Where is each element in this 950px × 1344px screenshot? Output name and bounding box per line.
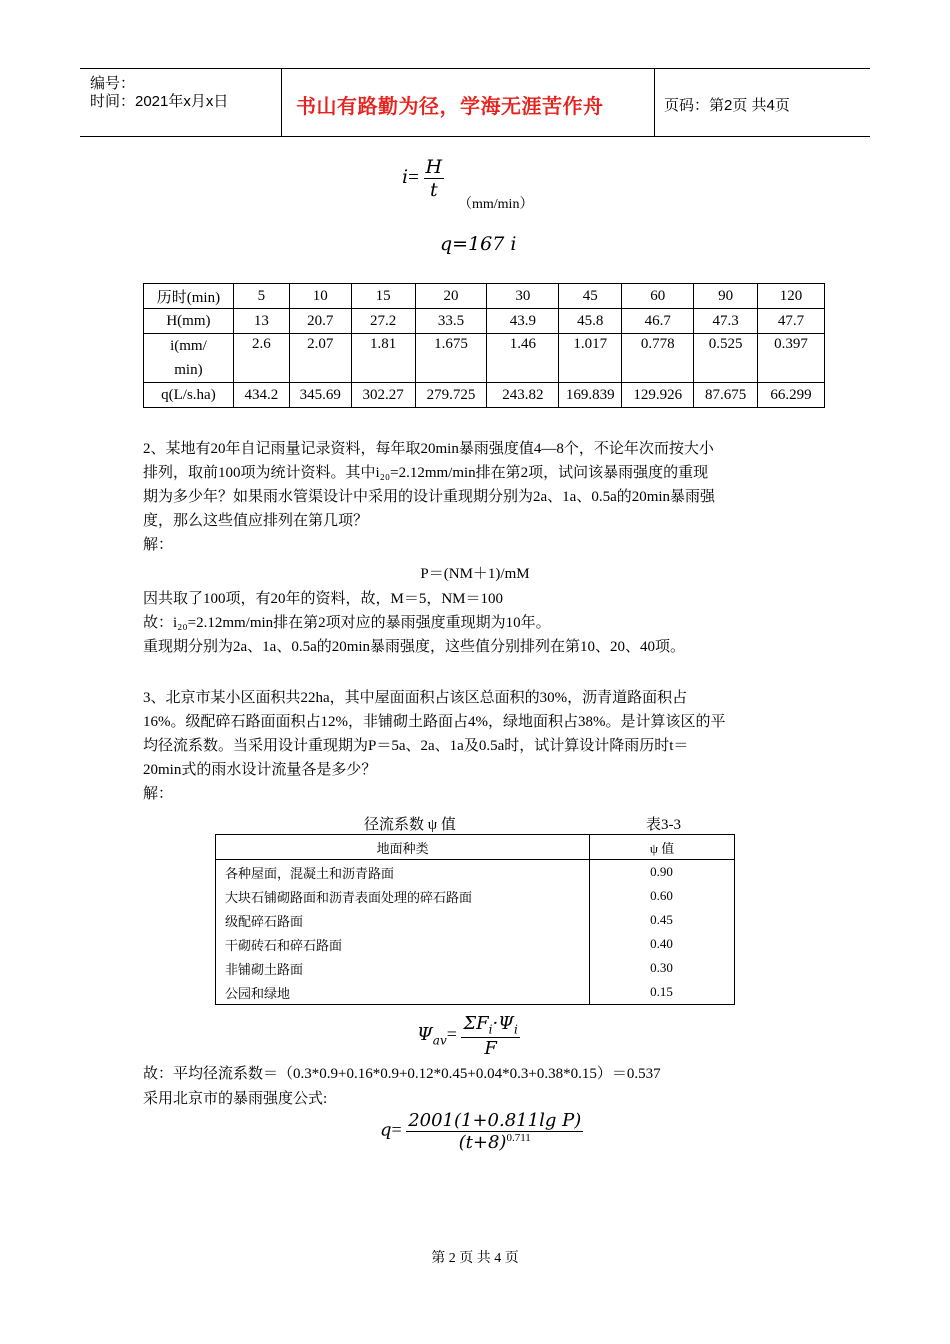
rainfall-row-label: i(mm/ min)	[144, 334, 234, 383]
beijing-num: 2001(1+0.811lg P)	[408, 1110, 582, 1131]
psi-num-sum: ΣF	[463, 1013, 489, 1034]
beijing-den-exp: 0.711	[506, 1132, 531, 1144]
coef-table-row	[216, 908, 735, 932]
formula-q: q=167 i	[440, 233, 517, 255]
rainfall-cell: 43.9	[487, 309, 559, 334]
coef-type: 非铺砌土路面	[216, 956, 590, 980]
rainfall-table	[143, 283, 825, 408]
rainfall-cell: 345.69	[289, 383, 351, 408]
formula-i-num: H	[425, 156, 443, 178]
rainfall-cell: 45.8	[559, 309, 622, 334]
rainfall-cell: 0.525	[694, 334, 758, 383]
q3-line-4: 20min式的雨水设计流量各是多少？	[143, 762, 377, 778]
rainfall-cell: 1.46	[487, 334, 559, 383]
header-divider-left	[281, 68, 282, 136]
rainfall-table-row	[144, 309, 825, 334]
psi-num	[461, 1013, 519, 1038]
q3-line-2: 16%。级配碎石路面面积占12%，非铺砌土路面占4%，绿地面积占38%。是计算该区的平	[143, 714, 726, 730]
q2-answer	[143, 587, 685, 659]
header-top-rule	[80, 68, 870, 69]
psi-num-psi: ·Ψ	[492, 1013, 514, 1034]
rainfall-cell: 20.7	[289, 309, 351, 334]
q3-solve-label: 解：	[143, 786, 174, 802]
rainfall-cell: 33.5	[415, 309, 487, 334]
coef-value: 0.40	[590, 932, 735, 956]
q3-line-1: 3、北京市某小区面积共22ha，其中屋面面积占该区总面积的30%，沥青道路面积占	[143, 690, 688, 706]
rainfall-cell: 47.3	[694, 309, 758, 334]
rainfall-cell: 5	[233, 284, 289, 309]
coef-type: 级配碎石路面	[216, 908, 590, 932]
rainfall-cell: 0.397	[758, 334, 825, 383]
header-code: 编号：	[90, 75, 136, 92]
beijing-lhs: q	[380, 1119, 392, 1141]
rainfall-cell: 1.81	[351, 334, 415, 383]
header-bottom-rule	[80, 136, 870, 137]
q2-line-3: 期为多少年？如果雨水管渠设计中采用的设计重现期分别为2a、1a、0.5a的20min暴雨强	[143, 489, 716, 505]
coef-type: 各种屋面，混凝土和沥青路面	[216, 860, 590, 885]
rainfall-cell: 120	[758, 284, 825, 309]
q2-line-4: 度，那么这些值应排列在第几项？	[143, 513, 369, 529]
rainfall-cell: 129.926	[622, 383, 694, 408]
coef-table-row	[216, 860, 735, 885]
coef-value: 0.45	[590, 908, 735, 932]
header-date: 时间：2021年x月x日	[90, 93, 229, 110]
rainfall-cell: 2.6	[233, 334, 289, 383]
psi-fraction	[461, 1013, 519, 1059]
rainfall-cell: 46.7	[622, 309, 694, 334]
coef-value: 0.60	[590, 884, 735, 908]
q2-answer-2: 故：i₂₀=2.12mm/min排在第2项对应的暴雨强度重现期为10年。	[143, 615, 551, 631]
rainfall-cell: 27.2	[351, 309, 415, 334]
coef-value: 0.15	[590, 980, 735, 1005]
formula-i-fraction	[424, 156, 445, 201]
rainfall-cell: 1.017	[559, 334, 622, 383]
coef-table-row	[216, 956, 735, 980]
rainfall-cell: 13	[233, 309, 289, 334]
coef-table-title: 径流系数 ψ 值	[364, 817, 456, 833]
beijing-den-base: (t+8)	[458, 1132, 507, 1153]
q2-line-1: 2、某地有20年自记雨量记录资料，每年取20min暴雨强度值4—8个，不论年次而按大小	[143, 441, 714, 457]
rainfall-table-row	[144, 334, 825, 383]
rainfall-cell: 60	[622, 284, 694, 309]
formula-i-den: t	[430, 179, 438, 201]
rainfall-cell: 45	[559, 284, 622, 309]
header-divider-right	[654, 68, 655, 136]
q2-answer-3: 重现期分别为2a、1a、0.5a的20min暴雨强度，这些值分别排列在第10、20、40项。	[143, 639, 686, 655]
rainfall-cell: 243.82	[487, 383, 559, 408]
rainfall-cell: 15	[351, 284, 415, 309]
footer-page: 第 2 页 共 4 页	[431, 1251, 519, 1266]
q2-formula: P＝(NM＋1)/mM	[420, 566, 530, 582]
coef-table-row	[216, 980, 735, 1005]
rainfall-table-row	[144, 284, 825, 309]
rainfall-cell: 434.2	[233, 383, 289, 408]
rainfall-cell: 47.7	[758, 309, 825, 334]
rainfall-cell: 87.675	[694, 383, 758, 408]
runoff-coefficient-table	[215, 834, 735, 1005]
formula-beijing: q= $\frac{\text{2001(1+0.811lg P)}}{(t+8)^{0.711}}$	[380, 1110, 582, 1153]
coef-value: 0.30	[590, 956, 735, 980]
rainfall-row-label: q(L/s.ha)	[144, 383, 234, 408]
coef-col-type: 地面种类	[216, 835, 590, 860]
header-page: 页码：第2页 共4页	[664, 97, 790, 114]
beijing-den	[406, 1132, 583, 1153]
rainfall-row-label: 历时(min)	[144, 284, 234, 309]
q2-text	[143, 437, 715, 557]
psi-lhs: Ψ	[417, 1023, 433, 1045]
q3-text	[143, 686, 725, 806]
psi-num-sub2: i	[513, 1022, 518, 1037]
q3-line-3: 均径流系数。当采用设计重现期为P＝5a、2a、1a及0.5a时，试计算设计降雨历时t＝	[143, 738, 689, 754]
coef-value: 0.90	[590, 860, 735, 885]
rainfall-cell: 1.675	[415, 334, 487, 383]
q2-answer-1: 因共取了100项，有20年的资料，故，M＝5，NM＝100	[143, 591, 504, 607]
rainfall-cell: 169.839	[559, 383, 622, 408]
formula-i-unit: （mm/min）	[458, 197, 534, 212]
q3-result: 故：平均径流系数＝（0.3*0.9+0.16*0.9+0.12*0.45+0.04*0.3+0.38*0.15）＝0.537	[143, 1066, 661, 1082]
formula-i-lhs: i	[402, 165, 409, 188]
rainfall-cell: 20	[415, 284, 487, 309]
rainfall-cell: 66.299	[758, 383, 825, 408]
rainfall-cell: 30	[487, 284, 559, 309]
header-motto: 书山有路勤为径，学海无涯苦作舟	[296, 94, 604, 118]
coef-type: 大块石铺砌路面和沥青表面处理的碎石路面	[216, 884, 590, 908]
q2-solve-label: 解：	[143, 537, 174, 553]
rainfall-table-row	[144, 383, 825, 408]
q3-beijing-label: 采用北京市的暴雨强度公式:	[143, 1091, 328, 1107]
rainfall-cell: 90	[694, 284, 758, 309]
coef-type: 干砌砖石和碎石路面	[216, 932, 590, 956]
psi-sub: av	[432, 1033, 447, 1048]
q2-line-2: 排列，取前100项为统计资料。其中i₂₀=2.12mm/min排在第2项，试问该暴雨强度的重现	[143, 465, 709, 481]
rainfall-cell: 279.725	[415, 383, 487, 408]
coef-table-number: 表3-3	[646, 817, 681, 833]
psi-num-sub: i	[488, 1022, 493, 1037]
rainfall-cell: 10	[289, 284, 351, 309]
formula-i: i= $\frac{H}{t}$	[402, 156, 443, 201]
coef-table-row	[216, 932, 735, 956]
coef-type: 公园和绿地	[216, 980, 590, 1005]
coef-col-value: ψ 值	[590, 835, 735, 860]
coef-table-row	[216, 884, 735, 908]
formula-psi-av: $\Psi_{av}=$ $\frac{\Sigma F_i\cdot\Psi_i}{F}$	[417, 1013, 518, 1059]
rainfall-cell: 0.778	[622, 334, 694, 383]
rainfall-cell: 2.07	[289, 334, 351, 383]
rainfall-cell: 302.27	[351, 383, 415, 408]
beijing-fraction	[406, 1110, 583, 1153]
psi-den: F	[484, 1037, 497, 1059]
rainfall-row-label: H(mm)	[144, 309, 234, 334]
